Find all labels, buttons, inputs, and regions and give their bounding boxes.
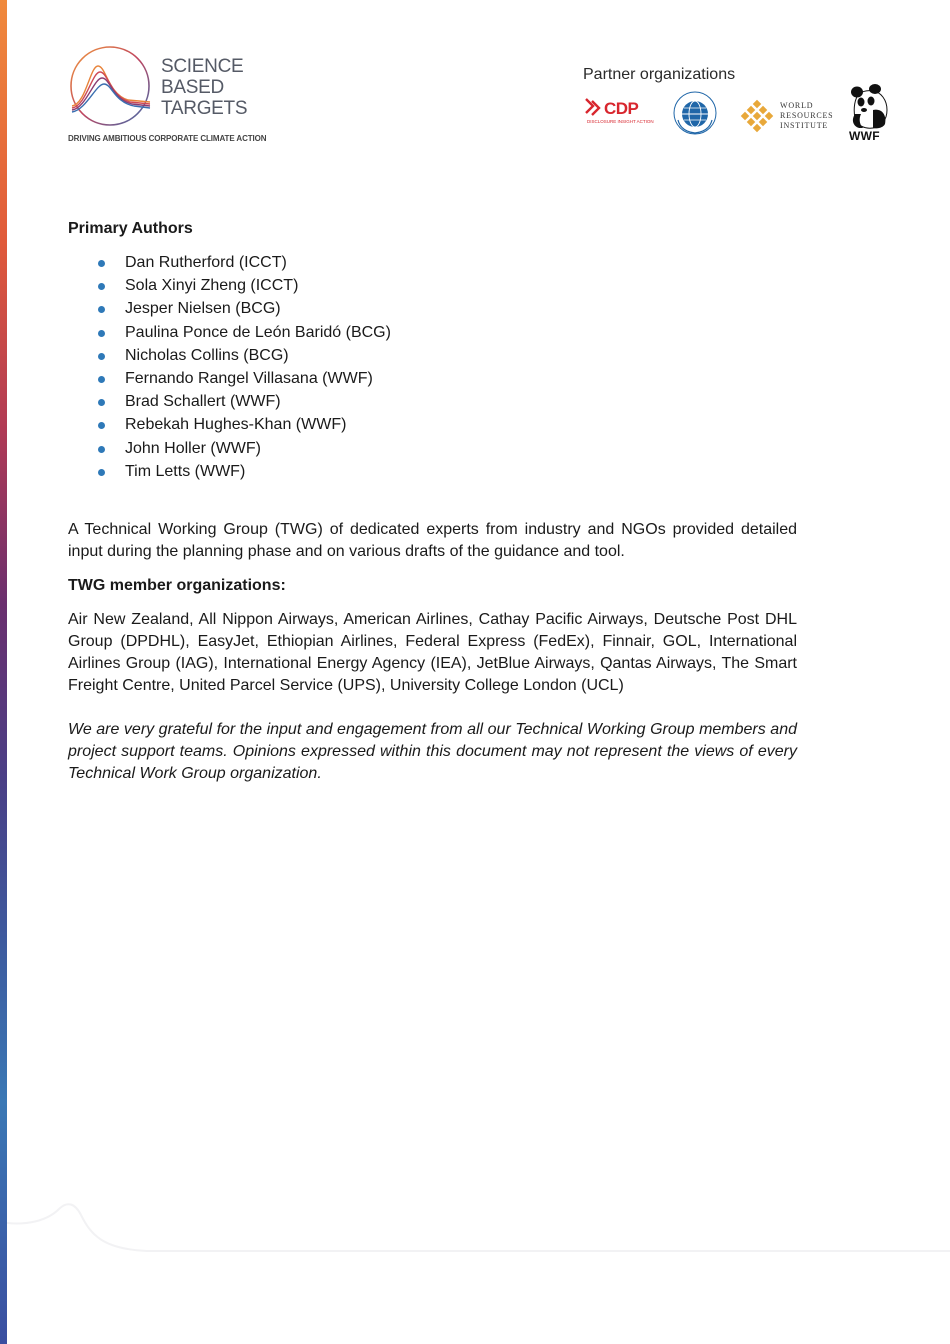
logo-line-3: TARGETS: [161, 98, 248, 119]
cdp-logo: [584, 97, 654, 129]
acknowledgement-paragraph: We are very grateful for the input and engagement from all our Technical Working Group members and project support teams. Opinions expressed within this document may not represent the views of every Technical Work Group organization.: [68, 720, 797, 782]
logo-tagline: DRIVING AMBITIOUS CORPORATE CLIMATE ACTION: [68, 134, 267, 143]
wwf-logo: [847, 84, 889, 144]
bullet-icon: [98, 283, 105, 290]
list-item: [68, 460, 797, 483]
list-item: [68, 274, 797, 297]
author-name: Sola Xinyi Zheng (ICCT): [125, 277, 299, 295]
wri-wordmark: [780, 101, 833, 131]
wri-line-3: INSTITUTE: [780, 121, 829, 130]
sbti-logo: [68, 44, 267, 144]
author-name: Fernando Rangel Villasana (WWF): [125, 369, 373, 387]
wri-line-1: WORLD: [780, 101, 814, 110]
bullet-icon: [98, 353, 105, 360]
logo-line-2: BASED: [161, 77, 224, 98]
sbti-logo-wordmark: [161, 56, 247, 119]
list-item: [68, 251, 797, 274]
cdp-wordmark: CDP: [604, 99, 639, 118]
twg-members-heading: TWG member organizations:: [68, 576, 286, 594]
footer-wave-decoration: [7, 1195, 950, 1265]
list-item: [68, 367, 797, 390]
logo-line-1: SCIENCE: [161, 56, 244, 77]
author-name: Rebekah Hughes-Khan (WWF): [125, 416, 347, 434]
author-name: Paulina Ponce de León Baridó (BCG): [125, 323, 391, 341]
list-item: [68, 413, 797, 436]
primary-authors-list: [68, 251, 797, 483]
cdp-subtitle: DISCLOSURE INSIGHT ACTION: [587, 119, 654, 124]
bullet-icon: [98, 260, 105, 267]
bullet-icon: [98, 446, 105, 453]
partners-title: Partner organizations: [583, 66, 736, 83]
list-item: [68, 390, 797, 413]
wwf-wordmark: WWF: [849, 129, 880, 143]
author-name: Dan Rutherford (ICCT): [125, 254, 287, 271]
twg-members-paragraph: Air New Zealand, All Nippon Airways, American Airlines, Cathay Pacific Airways, Deutsche Post DHL Group (DPDHL), EasyJet, Ethiopian Airlines, Federal Express (FedEx), Finnair, GOL, International Airlines Group (IAG), International Energy Agency (IEA), JetBlue Airways, Qantas Airways, The Smart Freight Centre, United Parcel Service (UPS), University College London (UCL): [68, 610, 797, 694]
un-global-compact-logo: [672, 90, 718, 136]
cdp-arrows-icon: [584, 97, 604, 119]
primary-authors-heading: Primary Authors: [68, 220, 193, 237]
list-item: [68, 297, 797, 320]
main-content: [68, 218, 797, 785]
twg-intro-paragraph: A Technical Working Group (TWG) of dedicated experts from industry and NGOs provided detailed input during the planning phase and on various drafts of the guidance and tool.: [68, 520, 797, 560]
wri-emblem-icon: [740, 99, 774, 133]
bullet-icon: [98, 399, 105, 406]
side-accent-stripe: [0, 0, 7, 1344]
author-name: Nicholas Collins (BCG): [125, 346, 289, 364]
list-item: [68, 344, 797, 367]
panda-icon: [847, 84, 889, 130]
un-global-compact-emblem-icon: [672, 90, 718, 136]
list-item: [68, 437, 797, 460]
bullet-icon: [98, 306, 105, 313]
list-item: [68, 321, 797, 344]
author-name: Tim Letts (WWF): [125, 462, 246, 480]
bullet-icon: [98, 330, 105, 337]
author-name: Jesper Nielsen (BCG): [125, 300, 281, 318]
author-name: Brad Schallert (WWF): [125, 393, 281, 411]
bullet-icon: [98, 469, 105, 476]
sbti-logo-mark-icon: [68, 44, 152, 128]
bullet-icon: [98, 422, 105, 429]
author-name: John Holler (WWF): [125, 439, 262, 457]
bullet-icon: [98, 376, 105, 383]
wri-logo: [740, 99, 840, 133]
wri-line-2: RESOURCES: [780, 111, 834, 120]
